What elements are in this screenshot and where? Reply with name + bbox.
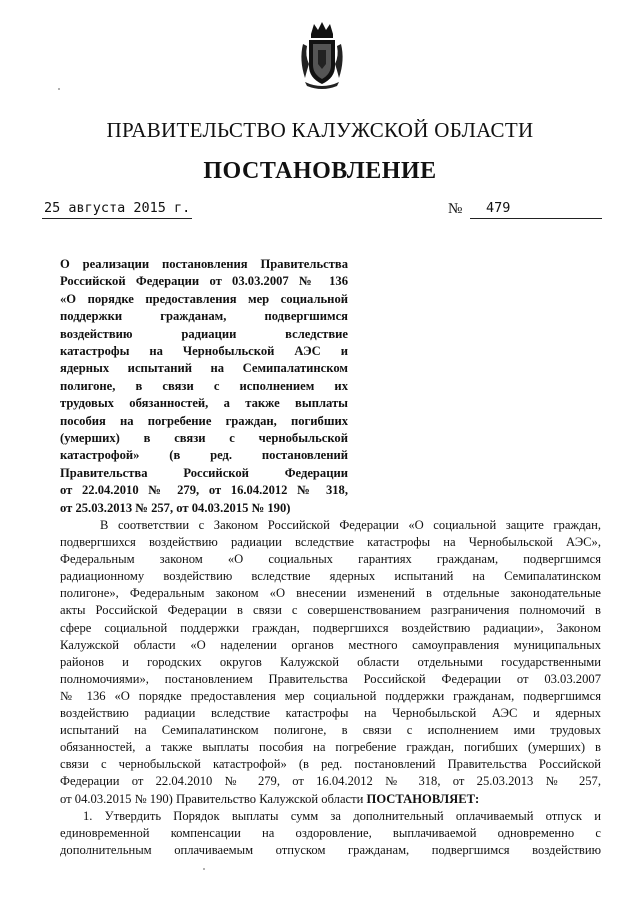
subject-line: Российской Федерации от 03.03.2007 № 136 <box>60 274 348 289</box>
body-line: 1. Утвердить Порядок выплаты сумм за дополнительный оплачиваемый отпуск и <box>83 808 601 823</box>
body-line: испытаний на Семипалатинском полигоне, в связи с исполнением ими трудовых <box>60 723 601 738</box>
body-line: Калужской области «О наделении органов местного самоуправления муниципальных <box>60 637 601 652</box>
government-title: ПРАВИТЕЛЬСТВО КАЛУЖСКОЙ ОБЛАСТИ <box>106 118 534 142</box>
subject-line: (умерших) в связи с чернобыльской <box>60 431 348 446</box>
subject-line: от 22.04.2010 № 279, от 16.04.2012 № 318, <box>60 483 348 498</box>
number-underline <box>470 218 602 219</box>
subject-line: воздействию радиации вследствие <box>60 326 348 341</box>
body-line: связи с чернобыльской катастрофой» (в ред. постановлений Правительства Российской <box>60 757 601 772</box>
body-line: обязанностей, а также выплаты пособия на погребение граждан, погибших (умерших) в <box>60 740 601 755</box>
subject-line: ядерных испытаний на Семипалатинском <box>60 361 348 376</box>
subject-line: О реализации постановления Правительства <box>60 257 348 271</box>
date-underline <box>42 218 192 219</box>
body-line: № 136 «О порядке предоставления мер социальной поддержки гражданам, подвергшимся <box>60 688 601 703</box>
body-line: В соответствии с Законом Российской Федерации «О социальной защите граждан, <box>100 518 601 532</box>
subject-line: от 25.03.2013 № 257, от 04.03.2015 № 190) <box>60 500 291 515</box>
coat-of-arms-icon <box>297 20 347 90</box>
body-line: Федерации от 22.04.2010 № 279, от 16.04.2012 № 318, от 25.03.2013 № 257, <box>60 774 601 789</box>
document-body <box>60 517 601 859</box>
subject-line: полигоне, в связи с исполнением их <box>60 378 348 393</box>
resolution-keyword: ПОСТАНОВЛЯЕТ: <box>366 791 480 806</box>
body-line: районов и городских округов Калужской области отдельными государственными <box>60 654 601 669</box>
body-line: единовременной компенсации на оздоровление, выплачиваемой одновременно с <box>60 825 601 840</box>
document-number: 479 <box>486 200 511 216</box>
scan-speck <box>58 88 60 90</box>
subject-line: Правительства Российской Федерации <box>60 465 348 480</box>
body-line: Федеральным законом «О социальных гарантиях гражданам, подвергшимся <box>60 552 601 567</box>
document-date: 25 августа 2015 г. <box>44 200 191 216</box>
body-line: дополнительным оплачиваемым отпуском гражданам, подвергшимся воздействию <box>60 842 601 857</box>
body-line: от 04.03.2015 № 190) Правительство Калужской области <box>60 791 364 806</box>
subject-line: поддержки гражданам, подвергшимся <box>60 309 348 324</box>
body-line: радиационному воздействию вследствие ядерных испытаний на Семипалатинском <box>60 569 601 584</box>
scan-speck <box>203 868 205 870</box>
number-sign: № <box>448 201 463 217</box>
body-line: акты Российской Федерации в связи с совершенствованием разграничения полномочий в <box>60 603 601 618</box>
body-line: сфере социальной поддержки граждан, подвергшихся воздействию радиации», Законом <box>60 620 601 635</box>
subject-line: трудовых обязанностей, а также выплаты <box>60 396 348 411</box>
body-line: полигоне», Федеральным законом «О внесении изменений в отдельные законодательные <box>60 586 601 601</box>
body-line: воздействию радиации вследствие катастрофы на Чернобыльской АЭС и ядерных <box>60 706 601 721</box>
subject-line: пособия на погребение граждан, погибших <box>60 413 348 428</box>
subject-line: катастрофы на Чернобыльской АЭС и <box>60 344 348 359</box>
subject-line: «О порядке предоставления мер социальной <box>60 291 348 306</box>
body-line: подвергшихся воздействию радиации вследствие катастрофы на Чернобыльской АЭС», <box>60 535 601 550</box>
body-line-with-resolution <box>60 791 601 808</box>
document-subject <box>60 256 348 517</box>
body-line: полномочиями», постановлением Правительства Российской Федерации от 03.03.2007 <box>60 671 601 686</box>
subject-line: катастрофой» (в ред. постановлений <box>60 448 348 463</box>
document-type-title: ПОСТАНОВЛЕНИЕ <box>203 158 437 184</box>
